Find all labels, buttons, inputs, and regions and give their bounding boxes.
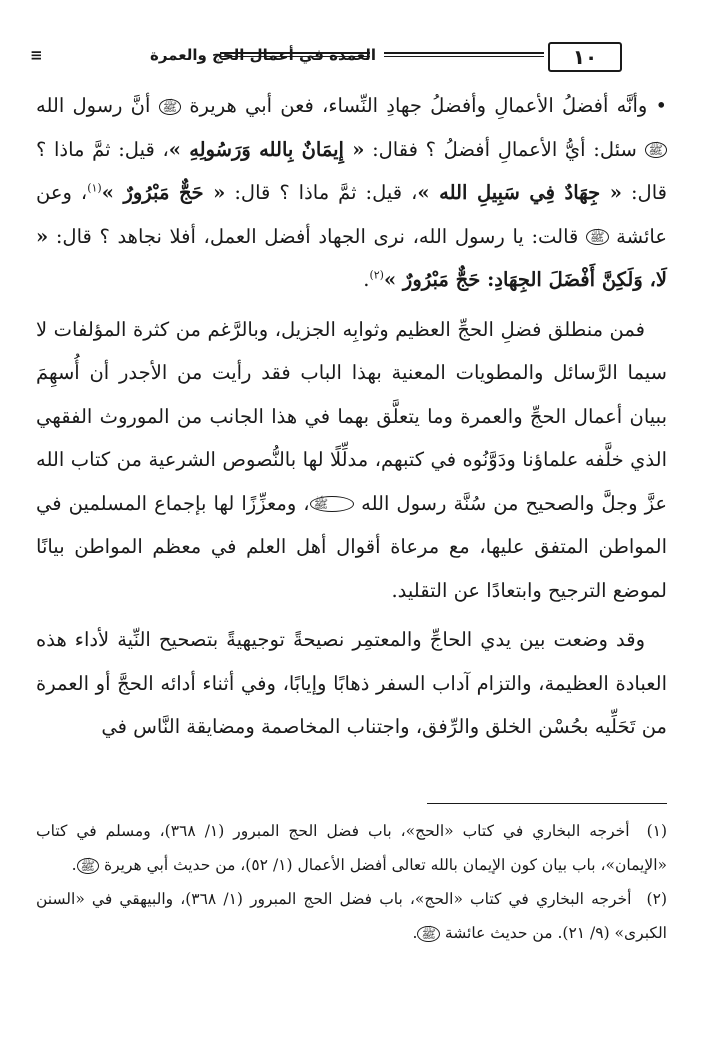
header-rule-right xyxy=(384,52,544,57)
page-number: ١٠ xyxy=(548,42,622,72)
paragraph-1: • وأنَّه أفضلُ الأعمالِ وأفضلُ جهادِ النِّساء، فعن أبي هريرة ﷺ أنَّ رسول الله ﷺ سئل: أيُّ الأعمالِ أفضلُ ؟ فقال: « إِيمَانٌ بِالله وَرَسُولِهِ »، قيل: ثمَّ ماذا ؟ قال: « جِهَادٌ فِي سَبِيلِ الله »، قيل: ثمَّ ماذا ؟ قال: « حَجٌّ مَبْرُورٌ »$^{(١)}$، وعن عائشة ﷺ قالت: يا رسول الله، نرى الجهاد أفضل العمل، أفلا نجاهد ؟ قال: « لَا، وَلَكِنَّ أَفْضَلَ الجِهَادِ: حَجٌّ مَبْرُورٌ »$^{(٢)}$. xyxy=(36,94,668,291)
honorific-icon: ﷺ xyxy=(159,99,182,115)
hadith-quote: « جِهَادٌ فِي سَبِيلِ الله » xyxy=(417,181,622,204)
hadith-quote: « حَجٌّ مَبْرُورٌ » xyxy=(101,181,226,204)
footnote-1: (١) أخرجه البخاري في كتاب «الحج»، باب فضل الحج المبرور (١/ ٣٦٨)، ومسلم في كتاب «الإيمان»، باب بيان كون الإيمان بالله تعالى أفضل الأعمال (١/ ٥٢)، من حديث أبي هريرة ﷺ. xyxy=(36,822,668,874)
header-ornament: ≡ xyxy=(30,46,43,64)
main-text xyxy=(36,84,667,749)
paragraph-2: فمن منطلق فضلِ الحجِّ العظيم وثوابِه الجزيل، وبالرَّغم من كثرة المؤلفات لا سيما الرَّسائل والمطويات المعنية بهذا الباب فقد رأيت من الأجدر أن أُسهِمَ ببيان أعمال الحجِّ والعمرة وما يتعلَّق بهما في هذا الجانب من الموروث الفقهي الذي خلَّفه علماؤنا ودَوَّنُوه في كتبهم، مدلِّلًا لها بالنُّصوص الشرعية من كتاب الله عزَّ وجلَّ والصحيح من سُنَّة رسول الله ﷺ، ومعزِّزًا لها بإجماع المسلمين في المواطن المتفق عليها، مع مرعاة أقوال أهل العلم في معظم المواطن بيانًا لموضع الترجيح وابتعادًا عن التقليد. xyxy=(36,317,667,602)
footnote-ref: (٢) xyxy=(369,268,384,282)
honorific-icon: ﷺ xyxy=(77,858,100,874)
footnote-2: (٢) أخرجه البخاري في كتاب «الحج»، باب فضل الحج المبرور (١/ ٣٦٨)، والبيهقي في «السنن الكبرى» (٩/ ٢١). من حديث عائشة ﷺ. xyxy=(36,890,667,942)
honorific-icon: ﷺ xyxy=(417,926,440,942)
hadith-quote: « إِيمَانٌ بِالله وَرَسُولِهِ » xyxy=(168,137,365,161)
honorific-icon: ﷺ xyxy=(645,142,668,158)
honorific-icon: ﷺ xyxy=(310,496,355,512)
footnote-ref: (١) xyxy=(87,181,102,195)
hadith-quote: « لَا، وَلَكِنَّ أَفْضَلَ الجِهَادِ: حَجٌّ مَبْرُورٌ » xyxy=(36,224,667,291)
footnote-number: (١) xyxy=(646,822,668,840)
footnotes xyxy=(36,814,667,950)
footnote-number: (٢) xyxy=(646,890,667,908)
book-title: العمدة في أعمال الحج والعمرة xyxy=(150,46,376,64)
footnote-separator xyxy=(427,803,667,804)
running-header xyxy=(30,42,676,76)
header-rule-left xyxy=(220,52,370,57)
paragraph-3: وقد وضعت بين يدي الحاجِّ والمعتمِر نصيحةً توجيهيةً بتصحيح النِّية لأداء هذه العبادة العظيمة، والتزام آداب السفر ذهابًا وإيابًا، وفي أثناء أدائه الحجَّ أو العمرة من تَحَلِّيه بحُسْن الخلق والرِّفق، واجتناب المخاصمة ومضايقة النَّاس في xyxy=(36,628,667,738)
honorific-icon: ﷺ xyxy=(586,229,609,245)
